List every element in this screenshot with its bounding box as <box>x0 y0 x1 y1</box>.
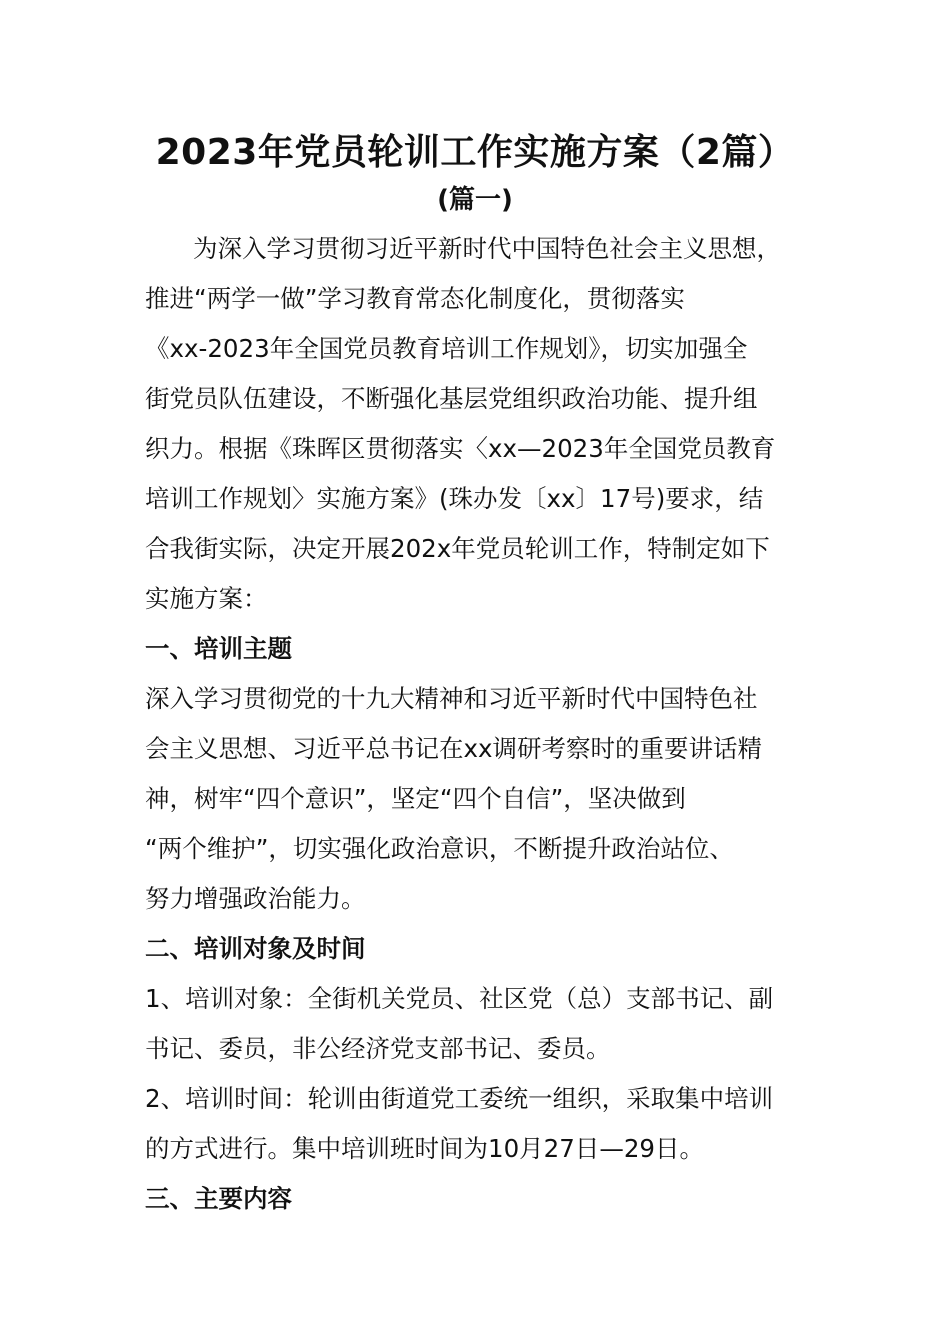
paragraph-line: 织力。根据《珠晖区贯彻落实〈xx—2023年全国党员教育 <box>145 434 776 463</box>
section-heading: 一、培训主题 <box>145 634 292 663</box>
document-body <box>145 224 805 1224</box>
paragraph-line: 推进“两学一做”学习教育常态化制度化，贯彻落实 <box>145 284 685 313</box>
paragraph-line: 神，树牢“四个意识”，坚定“四个自信”，坚决做到 <box>145 784 686 813</box>
document-title: 2023年党员轮训工作实施方案（2篇） <box>155 132 795 173</box>
section-heading: 二、培训对象及时间 <box>145 934 366 963</box>
paragraph-line: 1、培训对象：全街机关党员、社区党（总）支部书记、副 <box>145 984 774 1013</box>
paragraph-line: 培训工作规划〉实施方案》(珠办发〔xx〕17号)要求，结 <box>145 484 764 513</box>
paragraph-line: 会主义思想、习近平总书记在xx调研考察时的重要讲话精 <box>145 734 762 763</box>
paragraph-line: 深入学习贯彻党的十九大精神和习近平新时代中国特色社 <box>145 684 758 713</box>
paragraph-line: 书记、委员，非公经济党支部书记、委员。 <box>145 1034 611 1063</box>
paragraph-line: “两个维护”，切实强化政治意识，不断提升政治站位、 <box>145 834 734 863</box>
paragraph-line: 的方式进行。集中培训班时间为10月27日—29日。 <box>145 1134 705 1163</box>
paragraph-line: 努力增强政治能力。 <box>145 884 366 913</box>
paragraph-line: 合我街实际，决定开展202x年党员轮训工作，特制定如下 <box>145 534 770 563</box>
paragraph-line: 实施方案： <box>145 584 268 613</box>
section-heading: 三、主要内容 <box>145 1184 292 1213</box>
paragraph-line: 《xx-2023年全国党员教育培训工作规划》，切实加强全 <box>145 334 748 363</box>
document-subtitle: (篇一) <box>437 185 513 215</box>
paragraph-line: 街党员队伍建设，不断强化基层党组织政治功能、提升组 <box>145 384 758 413</box>
paragraph-line: 2、培训时间：轮训由街道党工委统一组织，采取集中培训 <box>145 1084 774 1113</box>
paragraph-line: 为深入学习贯彻习近平新时代中国特色社会主义思想， <box>193 234 781 263</box>
